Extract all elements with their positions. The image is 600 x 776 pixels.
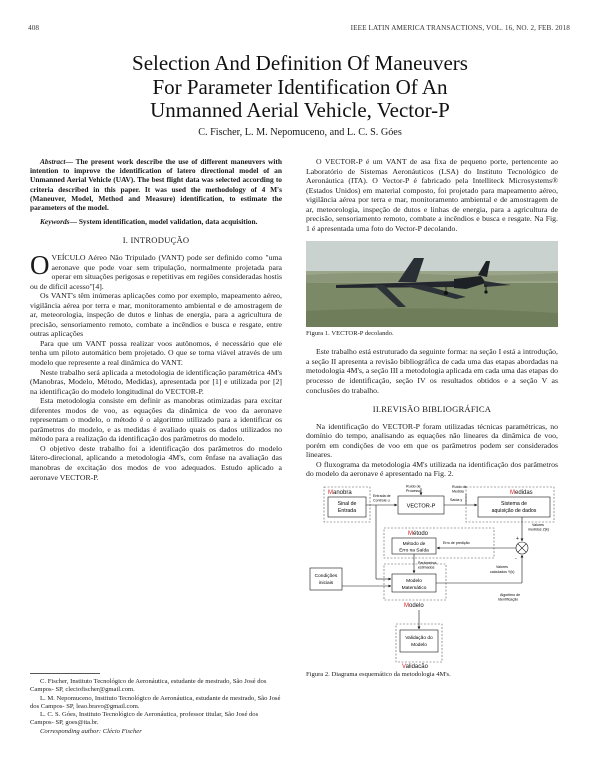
erro-predicao-label: Erro de predição bbox=[443, 540, 470, 545]
ruido-processo-label-2: Processo bbox=[406, 488, 421, 493]
title-line-1: Selection And Definition Of Maneuvers bbox=[132, 51, 468, 75]
journal-header: IEEE LATIN AMERICA TRANSACTIONS, VOL. 16, NO. 2, FEB. 2018 bbox=[350, 24, 570, 32]
ruido-processo-label-1: Ruído de bbox=[406, 484, 421, 489]
keywords-label: Keywords bbox=[40, 217, 70, 227]
vector-p-label: VECTOR-P bbox=[406, 503, 436, 510]
footnote-1: C. Fischer, Instituto Tecnológico de Aeronáutica, estudante de mestrado, São José dos Campos- SP, cleciofischer@gmail.com. bbox=[30, 678, 267, 694]
sistema-aquisicao-box bbox=[478, 497, 550, 517]
validacao-title: Validação bbox=[402, 663, 428, 668]
intro-paragraph-1: OVEÍCULO Aéreo Não Tripulado (VANT) pode ser definido como "uma aeronave que pode voar sem tripulação, normalmente projetada para operar em situações perigosas e repetitivas em regiões consideradas hostis ou de difícil acesso"[4]. bbox=[30, 249, 282, 291]
condicoes-label-1: Condições bbox=[314, 573, 338, 579]
footnotes bbox=[30, 673, 282, 736]
metodo-title: Método bbox=[408, 530, 429, 537]
modelo-box-label-2: Matemático bbox=[401, 585, 427, 591]
entrada-controle-label-2: Controle u bbox=[373, 498, 390, 503]
authors: C. Fischer, L. M. Nepomuceno, and L. C. S. Góes bbox=[198, 127, 402, 138]
validacao-box-label-1: Validação do bbox=[405, 635, 433, 641]
methodology-diagram bbox=[306, 484, 558, 668]
section-heading-intro: I. INTRODUÇÃO bbox=[122, 235, 190, 246]
footnote-corresponding: Corresponding author: Clécio Fischer bbox=[40, 727, 142, 735]
entrada-controle-label-1: Entrada de bbox=[373, 493, 391, 498]
algoritmo-label-1: Algoritmo de bbox=[500, 592, 521, 597]
right-paragraph-3: Na identificação do VECTOR-P foram utilizadas técnicas paramétricas, no domínio do tempo, analisando as equações não lineares da dinâmica de voo, porém em condições de voo em que os parâmetros podem ser considerados lineares. bbox=[306, 421, 558, 460]
abstract-label: Abstract bbox=[40, 157, 66, 166]
parametros-label-1: Parâmetros bbox=[418, 560, 437, 565]
ruido-medida-label-2: Medida bbox=[452, 489, 464, 494]
intro-paragraph-6: O objetivo deste trabalho foi a identificação dos parâmetros do modelo látero-direcional, aplicando a metodologia 4M's, com ênfase na avaliação das manobras de excitação dos modos de voo adequados. Estudo aplicado a aeronave VECTOR-P. bbox=[30, 443, 282, 482]
metodo-box-label-2: Erro na Saída bbox=[399, 548, 429, 554]
intro-paragraph-4: Neste trabalho será aplicada a metodologia de identificação paramétrica 4M's (Manobras, Modelo, Método, Medidas), apresentada por [1] e utilizada por [2] na identificação do modelo longitudinal do VECTOR-P. bbox=[30, 367, 282, 396]
title-line-3: Unmanned Aerial Vehicle, Vector-P bbox=[150, 98, 450, 122]
valores-calculados-label-1: Valores bbox=[496, 564, 508, 569]
left-column bbox=[30, 157, 282, 482]
parametros-label-2: estimados bbox=[418, 565, 435, 570]
abstract bbox=[30, 157, 282, 212]
manobra-title: Manobra bbox=[328, 489, 352, 496]
footnote-rule bbox=[30, 673, 100, 674]
right-column bbox=[306, 157, 558, 688]
title-line-2: For Parameter Identification Of An bbox=[152, 74, 448, 99]
diagram-svg bbox=[306, 484, 558, 668]
intro-paragraph-5: Esta metodologia consiste em definir as manobras otimizadas para excitar diferentes modos de voo, as equações da dinâmica de voo da aeronave representam o modelo, o método é o algoritmo utilizado para a identificar os parâmetros do modelo, e as medidas é avaliado quais os dados utilizados no método para a realização da identificação dos parâmetros do modelo. bbox=[30, 396, 282, 444]
vector-p-photo bbox=[306, 241, 558, 327]
valores-calculados-label-2: calculados Y(k) bbox=[490, 569, 515, 574]
figure-1-caption: Figura 1. VECTOR-P decolando. bbox=[306, 330, 394, 338]
sistema-label-1: Sistema de bbox=[501, 500, 527, 507]
right-paragraph-1: O VECTOR-P é um VANT de asa fixa de pequeno porte, pertencente ao Laboratório de Sistemas Aeronáuticos (LSA) do Instituto Tecnológico de Aeronáutica (ITA). O Vector-P é fabricado pela Intelliteck Microsystems® (Estados Unidos) em material composto, foi projetado para mapeamento aéreo, vigilância aérea por terra e mar, monitoramento ambiental e de amostragem de ar, meteorologia, inspeção de dutos e linhas de energia, para a agricultura de precisão, sensoriamento remoto, combate a incêndios e busca e resgate. Na Fig. 1 é apresentada uma foto do Vector-P decolando. bbox=[306, 157, 558, 233]
section-heading-review: II.REVISÃO BIBLIOGRÁFICA bbox=[372, 404, 492, 415]
footnote-3: L. C. S. Góes, Instituto Tecnológico de Aeronáutica, professor titular, São José dos Campos- SP, goes@ita.br. bbox=[30, 711, 259, 727]
plus-sign: + bbox=[516, 535, 519, 542]
page-number: 408 bbox=[28, 24, 40, 32]
keywords-text: — System identification, model validation, data acquisition. bbox=[69, 217, 258, 227]
footnote-2: L. M. Nepomuceno, Instituto Tecnológico de Aeronáutica, estudante de mestrado, São José dos Campos- SP, leao.bravo@gmail.com. bbox=[30, 694, 281, 710]
abstract-text: — The present work describe the use of different maneuvers with intention to improve the identification of latero directional model of an Unmanned Aerial Vehicle (UAV). The best flight data was selected according to criteria described in this paper. It was used the methodology of 4 M's (Maneuver, Model, Method and Measure) identification, to estimate the parameters of the model. bbox=[30, 157, 282, 213]
intro-paragraph-3: Para que um VANT possa realizar voos autônomos, é necessário que ele tenha um piloto automático bem projetado. O que se torna viável através de um modelo que represente a real dinâmica do VANT. bbox=[30, 338, 282, 367]
right-paragraph-2: Este trabalho está estruturado da seguinte forma: na seção I está a introdução, a seção II apresenta a revisão bibliográfica de cada uma das etapas abordadas na metodologia 4M's, a seção III a metodologia aplicada em cada uma das etapas do processo de identificação, seção IV os resultados obtidos e a seção V as conclusões do trabalho. bbox=[306, 347, 558, 395]
algoritmo-label-2: Identificação bbox=[498, 597, 519, 602]
keywords bbox=[30, 217, 282, 226]
validacao-modelo-box bbox=[400, 630, 438, 652]
ruido-medida-label-1: Ruído de bbox=[452, 484, 467, 489]
drop-cap: O bbox=[30, 249, 50, 280]
intro-paragraph-2: Os VANT's têm inúmeras aplicações como por exemplo, mapeamento aéreo, vigilância aérea por terra e mar, monitoramento ambiental e de amostragem de ar, meteorologia, inspeção de dutos e linhas de energia, para a agricultura de precisão, sensoriamento remoto, combate a incêndios e busca e resgate, entre outras aplicações bbox=[30, 291, 282, 339]
medidas-title: Medidas bbox=[510, 489, 533, 496]
paper-title bbox=[40, 52, 560, 123]
sinal-entrada-box bbox=[328, 497, 366, 517]
sistema-label-2: aquisição de dados bbox=[491, 507, 537, 514]
right-paragraph-4: O fluxograma da metodologia 4M's utilizada na identificação dos parâmetros do modelo da aeronave é apresentado na Fig. 2. bbox=[306, 459, 558, 479]
figure-2-caption: Figura 2. Diagrama esquemático da metodologia 4M's. bbox=[306, 670, 451, 678]
modelo-box-label-1: Modelo bbox=[406, 578, 422, 584]
condicoes-iniciais-box bbox=[310, 568, 342, 590]
modelo-title: Modelo bbox=[404, 602, 424, 609]
aircraft-image bbox=[306, 241, 558, 327]
validacao-box-label-2: Modelo bbox=[411, 642, 427, 648]
condicoes-label-2: iniciais bbox=[318, 580, 334, 586]
saida-y-label: Saída y bbox=[450, 497, 463, 502]
metodo-box-label-1: Método de bbox=[402, 541, 426, 547]
minus-sign: - bbox=[515, 555, 517, 562]
valores-medidos-label-1: Valores bbox=[532, 522, 544, 527]
sinal-label-2: Entrada bbox=[337, 507, 357, 514]
sinal-label-1: Sinal de bbox=[337, 500, 357, 507]
valores-medidos-label-2: medidos Z(k) bbox=[528, 527, 549, 532]
